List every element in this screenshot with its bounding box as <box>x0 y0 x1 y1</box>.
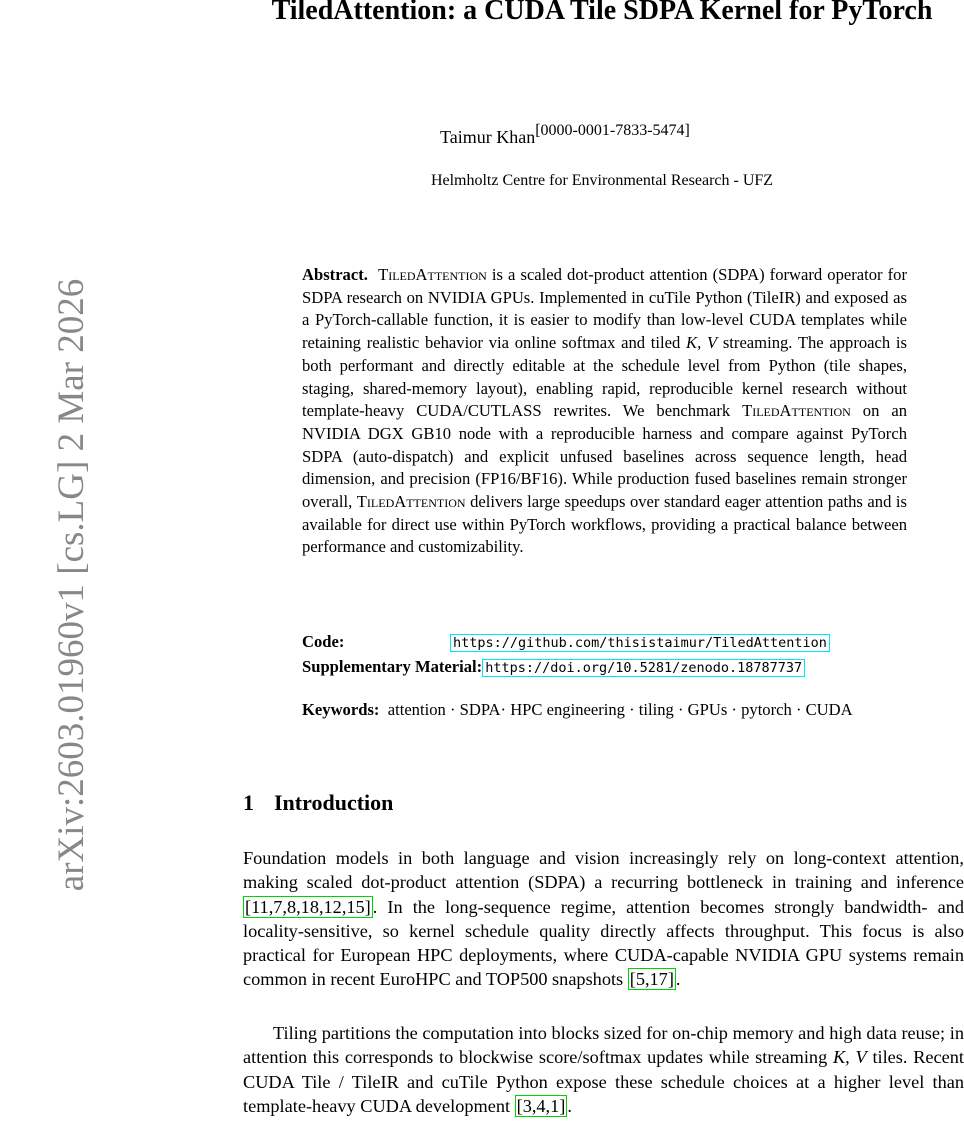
arxiv-identifier <box>0 230 92 940</box>
abstract-math-kv: K, V <box>686 333 718 353</box>
intro-paragraph-2 <box>243 1021 964 1118</box>
links-block <box>302 630 932 680</box>
citation-link[interactable]: [5,17] <box>629 969 674 990</box>
abstract-text-1: is a scaled dot-product attention (SDPA) forward operator for SDPA research on NVIDIA GPUs. Implemented in cuTile Python (TileIR) and exposed as a PyTorch-callable function, it is easier to modify than low-level CUDA templates while retaining realistic behavior via online softmax and tiled <box>302 265 907 353</box>
arxiv-identifier-text: arXiv:2603.01960v1 [cs.LG] 2 Mar 2026 <box>51 278 92 892</box>
method-name: TiledAttention <box>742 401 851 421</box>
abstract-label: Abstract. <box>302 265 368 284</box>
intro-p1-text-a: Foundation models in both language and vision increasingly rely on long-context attention, making scaled dot-product attention (SDPA) a recurring bottleneck in training and inference <box>243 848 964 893</box>
intro-paragraph-1 <box>243 846 964 992</box>
supplementary-link[interactable]: https://doi.org/10.5281/zenodo.18787737 <box>482 659 805 677</box>
paper-title: TiledAttention: a CUDA Tile SDPA Kernel for PyTorch <box>271 0 933 26</box>
supplementary-row <box>302 655 932 680</box>
citation-link[interactable]: [3,4,1] <box>516 1095 566 1116</box>
section-title-text: Introduction <box>274 790 394 815</box>
citation-link[interactable]: [11,7,8,18,12,15] <box>245 896 371 917</box>
intro-p2-text-b: tiles. Recent CUDA Tile / TileIR and cuTile Python expose these schedule choices at a higher level than template-heavy CUDA development <box>243 1047 964 1116</box>
supplementary-label: Supplementary Material: <box>302 657 483 676</box>
abstract-text-2: streaming. The approach is both performant and directly editable at the schedule level from Python (tile shapes, staging, shared-memory layout), enabling rapid, reproducible kernel research without template-heavy CUDA/CUTLASS rewrites. We benchmark <box>302 333 907 421</box>
abstract-text-3: on an NVIDIA DGX GB10 node with a reproducible harness and compare against PyTorch SDPA (auto-dispatch) and explicit unfused baselines across sequence length, head dimension, and precision (FP16/BF16). While production fused baselines remain stronger overall, <box>302 401 907 512</box>
keywords <box>302 698 907 721</box>
code-link[interactable]: https://github.com/thisistaimur/TiledAttention <box>450 634 830 652</box>
intro-p1-text-b: . In the long-sequence regime, attention becomes strongly bandwidth- and locality-sensitive, so kernel schedule quality directly affects throughput. This focus is also practical for European HPC deployments, where CUDA-capable NVIDIA GPU systems remain common in recent EuroHPC and TOP500 snapshots <box>243 896 964 990</box>
code-label: Code: <box>302 632 345 651</box>
intro-p2-text-a: Tiling partitions the computation into blocks sized for on-chip memory and high data reuse; in attention this corresponds to blockwise score/softmax updates while streaming <box>243 1023 964 1068</box>
code-row <box>302 630 932 655</box>
intro-p2-text-c: . <box>567 1095 572 1116</box>
method-name: TiledAttention <box>356 492 466 512</box>
author-line <box>440 122 690 148</box>
author-name: Taimur Khan <box>440 127 536 147</box>
keywords-label: Keywords: <box>302 700 380 719</box>
intro-math-kv: K, V <box>832 1047 867 1068</box>
abstract <box>302 264 907 559</box>
section-heading <box>243 790 393 816</box>
section-number: 1 <box>243 790 254 815</box>
abstract-text-4: delivers large speedups over standard eager attention paths and is available for direct use within PyTorch workflows, providing a practical balance between performance and customizability. <box>302 492 907 557</box>
intro-p1-text-c: . <box>675 969 681 990</box>
author-orcid[interactable]: [0000-0001-7833-5474] <box>535 122 690 139</box>
keywords-text: attention · SDPA· HPC engineering · tiling · GPUs · pytorch · CUDA <box>387 700 853 719</box>
author-affiliation: Helmholtz Centre for Environmental Research - UFZ <box>430 172 774 189</box>
method-name: TiledAttention <box>378 265 487 284</box>
